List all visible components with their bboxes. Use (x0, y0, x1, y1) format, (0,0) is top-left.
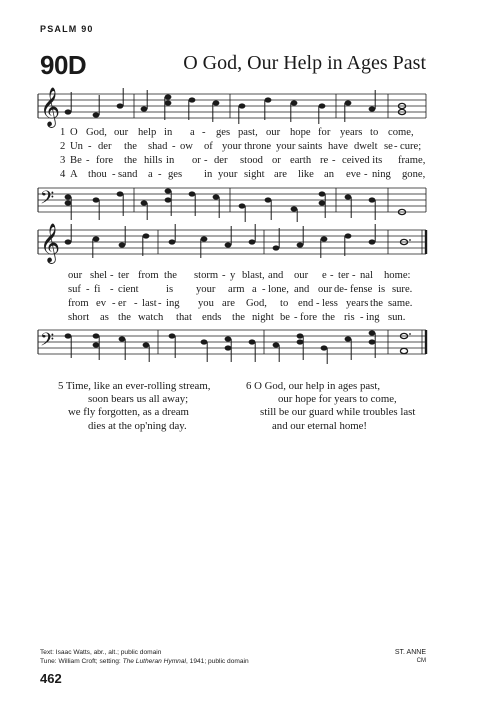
treble-staff-1 (38, 86, 428, 128)
tune-name: ST. ANNE CM (394, 649, 426, 664)
page-number: 462 (40, 671, 62, 686)
hymn-number: 90D (40, 50, 87, 80)
psalm-label: PSALM 90 (40, 24, 94, 34)
system1-verse3: 3 Be - fore the hills in or - der stood or earth re - ceived its frame, (60, 155, 426, 166)
verse-6 (246, 380, 415, 433)
verse-6-line-4: and our eternal home! (272, 419, 368, 432)
system1-verse4: 4 A thou - sand a - ges in your sight are like an eve - ning gone, (60, 169, 426, 180)
hymn-title: O God, Our Help in Ages Past (183, 52, 426, 74)
verse-5-line-1: 5 Time, like an ever-rolling stream, (58, 380, 211, 392)
bass-notes-1 (65, 188, 406, 222)
bass-notes-2 (65, 330, 411, 364)
bass-clef-icon: 𝄢 (40, 188, 55, 213)
verse-6-line-1: 6 O God, our help in ages past, (246, 380, 381, 392)
verse-5 (58, 380, 210, 433)
system2-verse3: from ev - er - last - ing you are God, to end - less years the same. (68, 298, 413, 309)
system1-verse1: 1 O God, our help in a - ges past, our hope for years to come, (60, 127, 414, 138)
verse-5-line-2: soon bears us all away; (88, 393, 189, 406)
bass-staff-1 (38, 180, 428, 222)
verse-6-line-3: still be our guard while troubles last (260, 406, 416, 419)
treble-clef-icon: 𝄞 (40, 87, 61, 127)
verse-5-line-3: we fly forgotten, as a dream (68, 406, 189, 419)
system2-verse2: suf - fi - cient is your arm a - lone, and our de - fense is sure. (68, 284, 413, 295)
treble-staff-2 (38, 222, 428, 264)
text-credit: Text: Isaac Watts, abr., alt.; public domain (40, 649, 162, 656)
system2-verse4: short as the watch that ends the night be - fore the ris - ing sun. (68, 312, 406, 323)
system1-verse2: 2 Un - der the shad - ow of your throne your saints have dwelt se - cure; (60, 141, 422, 152)
bass-clef-icon: 𝄢 (40, 330, 55, 355)
verse-5-line-4: dies at the op'ning day. (88, 419, 187, 432)
melody-notes-2 (65, 224, 411, 258)
tune-credit: Tune: William Croft; setting: The Lutheran Hymnal, 1941; public domain (40, 658, 249, 665)
bass-staff-2 (38, 322, 428, 364)
system2-verse1: our shel - ter from the storm - y blast, and our e - ter - nal home: (68, 270, 411, 281)
verse-6-line-2: our hope for years to come, (278, 393, 397, 406)
treble-clef-icon: 𝄞 (40, 223, 61, 263)
